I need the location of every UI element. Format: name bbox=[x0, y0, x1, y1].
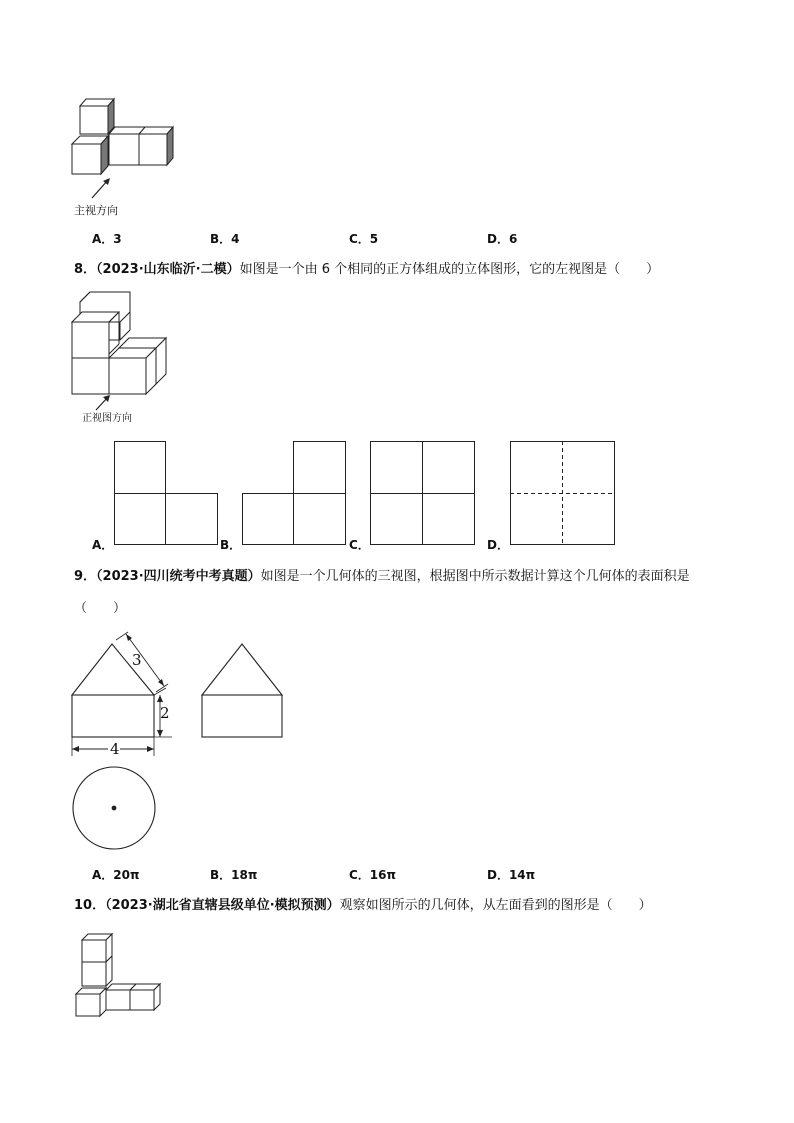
q9-front-view bbox=[68, 634, 178, 758]
q10-number: 10． bbox=[74, 898, 106, 913]
q9-side-view bbox=[198, 642, 286, 740]
q7-arrow bbox=[90, 176, 114, 200]
q9-option-a[interactable]: A．20π bbox=[92, 868, 140, 882]
q7-cube-r1-top bbox=[109, 127, 145, 134]
q8-option-c[interactable]: C． bbox=[349, 538, 370, 552]
q8-option-a[interactable]: A． bbox=[92, 538, 114, 552]
q9-option-d[interactable]: D．14π bbox=[487, 868, 536, 882]
q8-question bbox=[74, 261, 659, 279]
q8-option-b-figure[interactable] bbox=[242, 441, 346, 545]
q8-option-c-figure[interactable] bbox=[370, 441, 475, 545]
q9-source: （2023·四川统考中考真题） bbox=[96, 569, 261, 584]
q7-cube-r1-front bbox=[109, 134, 139, 165]
q9-dim-slant: 3 bbox=[132, 651, 142, 669]
q9-option-c[interactable]: C．16π bbox=[349, 868, 396, 882]
q10-source: （2023·湖北省直辖县级单位·模拟预测） bbox=[105, 898, 340, 913]
q8-option-d-figure[interactable] bbox=[510, 441, 615, 545]
q9-number: 9． bbox=[74, 569, 97, 584]
q8-option-b[interactable]: B． bbox=[220, 538, 242, 552]
q7-cube-r2-side bbox=[167, 127, 173, 165]
q7-cube-figure bbox=[66, 94, 186, 174]
q8-figure-caption: 正视图方向 bbox=[82, 413, 132, 424]
q7-cube-front-front bbox=[72, 144, 101, 174]
q9-stem-cont: （ ） bbox=[74, 601, 127, 616]
q8-option-a-figure[interactable] bbox=[114, 441, 218, 545]
q7-cube-r2-front bbox=[139, 134, 167, 165]
q8-cube-figure bbox=[70, 292, 170, 396]
q7-option-a[interactable]: A．3 bbox=[92, 232, 122, 246]
q8-source: （2023·山东临沂·二模） bbox=[96, 262, 240, 277]
q9-option-b[interactable]: B．18π bbox=[210, 868, 258, 882]
q8-number: 8． bbox=[74, 262, 97, 277]
q7-option-c[interactable]: C．5 bbox=[349, 232, 379, 246]
q7-cube-top-front bbox=[80, 106, 108, 134]
q9-dim-height: 2 bbox=[160, 704, 170, 722]
q7-option-d[interactable]: D．6 bbox=[487, 232, 518, 246]
q9-dim-width: 4 bbox=[110, 740, 120, 758]
q9-top-view bbox=[70, 766, 158, 854]
q9-stem: 如图是一个几何体的三视图，根据图中所示数据计算这个几何体的表面积是 bbox=[260, 569, 690, 584]
q7-option-b[interactable]: B．4 bbox=[210, 232, 240, 246]
q9-question bbox=[74, 568, 690, 586]
q10-cube-figure bbox=[72, 932, 162, 1018]
q7-figure-caption: 主视方向 bbox=[74, 204, 118, 217]
q10-question bbox=[74, 897, 652, 915]
q8-stem: 如图是一个由 6 个相同的正方体组成的立体图形，它的左视图是（ ） bbox=[239, 262, 660, 277]
q10-stem: 观察如图所示的几何体，从左面看到的图形是（ ） bbox=[339, 898, 652, 913]
q8-option-d[interactable]: D． bbox=[487, 538, 509, 552]
